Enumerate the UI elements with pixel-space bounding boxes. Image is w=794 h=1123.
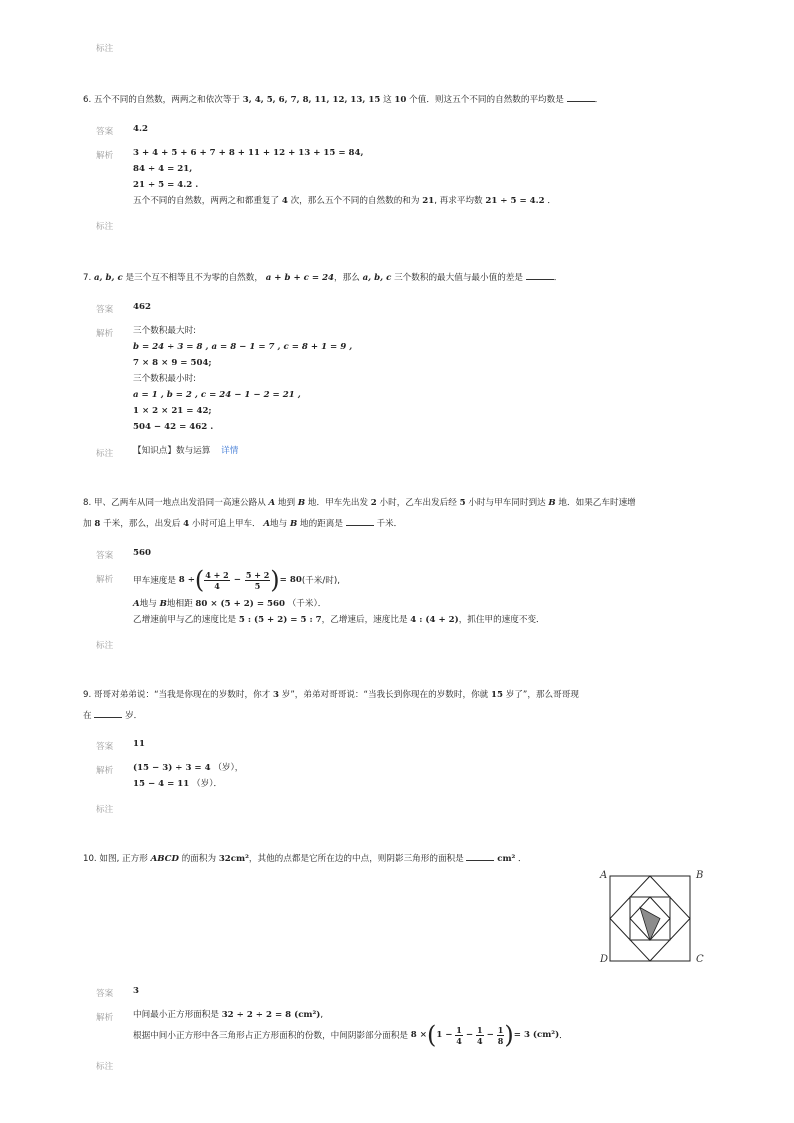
answer-label: 答案 xyxy=(96,989,114,999)
q9-a2-unit: （岁）． xyxy=(192,779,223,789)
point-a: A xyxy=(268,498,276,508)
q8-text-2: 地．甲车先出发 xyxy=(307,498,369,508)
shaded-triangle xyxy=(640,908,660,941)
q6-analysis-line-2: 84 ÷ 4 = 21, xyxy=(133,164,193,174)
answer-blank xyxy=(526,270,554,280)
q7-equation: a + b + c = 24 xyxy=(265,273,335,283)
answer-label: 答案 xyxy=(96,127,114,137)
q7-num: 7. xyxy=(83,273,92,283)
q8-a1-unit: (千米/时), xyxy=(301,576,340,586)
analysis-label: 解析 xyxy=(96,766,114,776)
q8-a1-text: 甲车速度是 xyxy=(133,576,176,586)
point-a: A xyxy=(133,599,140,609)
q8-l2-text: 加 xyxy=(83,519,92,529)
q8-a3-mid: ，乙增速后，速度比是 xyxy=(321,615,408,625)
answer-blank xyxy=(466,851,494,861)
q9-text: 9. 哥哥对弟弟说：“当我是你现在的岁数时，你才 xyxy=(83,690,271,700)
question-9-line-2 xyxy=(83,708,142,721)
minus-sign: − xyxy=(233,575,241,585)
q6-count: 10 xyxy=(394,95,407,105)
q9-answer: 11 xyxy=(133,739,145,749)
fraction xyxy=(204,570,229,591)
question-8-line-1 xyxy=(83,496,636,508)
fraction-denominator: 8 xyxy=(497,1035,504,1046)
annotation-label-top: 标注 xyxy=(96,44,114,54)
q9-n15: 15 xyxy=(491,690,503,700)
point-b: B xyxy=(159,599,167,609)
q7-vars: a, b, c xyxy=(93,273,123,283)
answer-blank xyxy=(567,92,595,102)
q8-a2-expr: 80 × (5 + 2) = 560 xyxy=(195,599,285,609)
q6-answer: 4.2 xyxy=(133,124,148,134)
q9-text-2: 岁了”，那么哥哥现 xyxy=(505,690,579,700)
analysis-label: 解析 xyxy=(96,329,114,339)
square-figure xyxy=(598,868,710,968)
fraction xyxy=(476,1025,484,1046)
q8-l2-text-2: 小时可追上甲车． xyxy=(191,519,261,529)
q7-analysis-line-2: b = 24 ÷ 3 = 8 , a = 8 − 1 = 7 , c = 8 + 1 = 9 , xyxy=(133,342,353,352)
q6-a4-mid: 次，那么五个不同的自然数的和为 xyxy=(290,196,420,206)
q10-a2-one: 1 − xyxy=(436,1030,453,1040)
answer-label: 答案 xyxy=(96,305,114,315)
q8-analysis-line-1 xyxy=(133,565,340,595)
q7-text-2: ，那么 xyxy=(334,273,360,283)
q7-analysis-line-4: 三个数积最小时: xyxy=(133,374,197,384)
answer-blank xyxy=(94,708,122,718)
q8-n5: 5 xyxy=(459,498,466,508)
q10-text: 10. 如图, 正方形 xyxy=(83,854,148,864)
q8-n8: 8 xyxy=(94,519,101,529)
q10-end: ． xyxy=(518,854,527,864)
q10-analysis-line-2 xyxy=(133,1020,568,1050)
annotation-label: 标注 xyxy=(96,222,114,232)
fraction xyxy=(455,1025,463,1046)
q10-a2-text: 根据中间小正方形中各三角形占正方形面积的份数，中间阴影部分面积是 xyxy=(133,1031,409,1041)
knowledge-point: 【知识点】数与运算 xyxy=(133,446,211,456)
question-7 xyxy=(83,270,562,283)
minus-sign: − xyxy=(486,1030,494,1040)
q10-a1-text: 中间最小正方形面积是 xyxy=(133,1010,219,1020)
fraction-numerator: 1 xyxy=(497,1024,504,1035)
question-6 xyxy=(83,92,603,105)
fraction-denominator: 5 xyxy=(254,580,261,591)
q6-text-mid: 这 xyxy=(383,95,392,105)
corner-d: D xyxy=(600,954,609,965)
q8-answer: 560 xyxy=(133,548,151,558)
q8-a3-end: ，抓住甲的速度不变． xyxy=(458,615,545,625)
q7-vars-2: a, b, c xyxy=(362,273,392,283)
left-paren: ( xyxy=(426,1021,437,1049)
q10-text-2: ，其他的点都是它所在边的中点，则阴影三角形的面积是 xyxy=(248,854,464,864)
point-a: A xyxy=(263,519,271,529)
q6-analysis-line-3: 21 ÷ 5 = 4.2 . xyxy=(133,180,199,190)
q9-l2-post: 岁． xyxy=(125,711,143,721)
q8-l2-text-1: 千米，那么，出发后 xyxy=(103,519,181,529)
q8-a3-text: 乙增速前甲与乙的速度比是 xyxy=(133,615,237,625)
details-link[interactable]: 详情 xyxy=(221,446,239,456)
q6-sequence: 3, 4, 5, 6, 7, 8, 11, 12, 13, 15 xyxy=(242,95,381,105)
q8-a3-ratio-2: 4 : (4 + 2) xyxy=(410,615,459,625)
point-b: B xyxy=(289,519,298,529)
right-paren: ) xyxy=(270,566,280,594)
q8-text-5: 地．如果乙车时速增 xyxy=(558,498,636,508)
minus-sign: − xyxy=(465,1030,474,1040)
q7-analysis-line-7: 504 − 42 = 462 . xyxy=(133,422,214,432)
q8-text-4: 小时与甲车同时到达 xyxy=(468,498,546,508)
corner-a: A xyxy=(600,870,608,881)
q8-n2: 2 xyxy=(370,498,377,508)
q8-l2-text-4: 地的距离是 xyxy=(299,519,343,529)
analysis-label: 解析 xyxy=(96,1013,114,1023)
q10-a2-eq: = 3 (cm²) xyxy=(513,1030,560,1040)
fraction-numerator: 1 xyxy=(477,1024,483,1035)
q8-a1-eq: = 80 xyxy=(279,575,302,585)
analysis-label: 解析 xyxy=(96,575,114,585)
q10-a1-expr: 32 ÷ 2 ÷ 2 = 8 (cm²) xyxy=(221,1010,321,1020)
fraction-numerator: 1 xyxy=(456,1024,462,1035)
q8-a1-8: 8 ÷ xyxy=(178,575,195,585)
q8-text-1: 地到 xyxy=(277,498,296,508)
annotation-label: 标注 xyxy=(96,1062,114,1072)
q7-analysis-line-5: a = 1 , b = 2 , c = 24 − 1 − 2 = 21 , xyxy=(133,390,301,400)
q8-l2-text-3: 地与 xyxy=(270,519,288,529)
q8-a2-text-1: 地与 xyxy=(139,599,157,609)
point-b: B xyxy=(297,498,306,508)
fraction xyxy=(245,570,270,591)
q8-analysis-line-3 xyxy=(133,612,545,628)
q9-analysis-line-1 xyxy=(133,760,243,776)
point-b: B xyxy=(548,498,556,508)
annotation-label: 标注 xyxy=(96,641,114,651)
q6-text-post: 个值．则这五个不同的自然数的平均数是 xyxy=(409,95,564,105)
q7-analysis-line-1: 三个数积最大时: xyxy=(133,326,197,336)
q10-area: 32cm² xyxy=(218,854,249,864)
fraction-numerator: 5 + 2 xyxy=(245,569,270,580)
annotation-label: 标注 xyxy=(96,449,114,459)
q6-end: ． xyxy=(594,95,604,105)
fraction xyxy=(497,1025,505,1046)
nested-squares-diagram xyxy=(598,868,710,968)
fraction-denominator: 4 xyxy=(456,1035,462,1046)
answer-label: 答案 xyxy=(96,551,114,561)
q6-analysis-line-1: 3 + 4 + 5 + 6 + 7 + 8 + 11 + 12 + 13 + 15 = 84, xyxy=(133,148,364,158)
q9-a2-expr: 15 − 4 = 11 xyxy=(133,779,190,789)
q9-l2-text: 在 xyxy=(83,711,92,721)
q7-text-1: 是三个互不相等且不为零的自然数， xyxy=(125,273,263,283)
question-10 xyxy=(83,851,527,864)
q7-knowledge-tag xyxy=(133,443,238,459)
q6-a4-text: 五个不同的自然数，两两之和都重复了 xyxy=(133,196,280,206)
q9-analysis-line-2 xyxy=(133,776,222,792)
q7-end: ． xyxy=(553,273,563,283)
q8-analysis-line-2 xyxy=(133,596,326,612)
q9-a1-expr: (15 − 3) ÷ 3 = 4 xyxy=(133,763,211,773)
q6-a4-sum: 21 xyxy=(422,196,435,206)
q10-answer: 3 xyxy=(133,986,139,996)
q6-a4-expr: 21 ÷ 5 = 4.2 xyxy=(485,196,545,206)
q7-answer: 462 xyxy=(133,302,151,312)
q6-a4-end: ． xyxy=(547,196,556,206)
annotation-label: 标注 xyxy=(96,805,114,815)
answer-blank xyxy=(346,516,374,526)
left-paren: ( xyxy=(194,566,205,594)
q6-a4-mid2: , 再求平均数 xyxy=(434,196,483,206)
question-9-line-1 xyxy=(83,688,579,700)
answer-label: 答案 xyxy=(96,742,114,752)
q10-a2-8: 8 × xyxy=(410,1030,427,1040)
q9-text-1: 岁”，弟弟对哥哥说：“当我长到你现在的岁数时，你就 xyxy=(281,690,489,700)
q6-analysis-line-4 xyxy=(133,193,556,209)
q10-a1-end: , xyxy=(320,1010,324,1020)
question-8-line-2 xyxy=(83,516,402,529)
right-paren: ) xyxy=(504,1021,514,1049)
q10-a2-end: ． xyxy=(559,1031,568,1041)
q8-a3-ratio-1: 5 : (5 + 2) = 5 : 7 xyxy=(238,615,322,625)
q8-l2-text-5: 千米． xyxy=(376,519,403,529)
corner-c: C xyxy=(696,954,704,965)
q10-unit: cm² xyxy=(497,854,516,864)
q7-text-3: 三个数积的最大值与最小值的差是 xyxy=(394,273,523,283)
q8-n4: 4 xyxy=(183,519,190,529)
q8-a2-unit: （千米）． xyxy=(287,599,327,609)
q8-a2-text-2: 地相距 xyxy=(166,599,193,609)
q8-text: 8. 甲、乙两车从同一地点出发沿同一高速公路从 xyxy=(83,498,266,508)
corner-b: B xyxy=(696,870,704,881)
q7-analysis-line-6: 1 × 2 × 21 = 42; xyxy=(133,406,212,416)
fraction-denominator: 4 xyxy=(214,580,220,591)
q9-n3: 3 xyxy=(273,690,279,700)
q8-text-3: 小时，乙车出发后经 xyxy=(379,498,457,508)
fraction-denominator: 4 xyxy=(477,1035,483,1046)
q6-text: 6. 五个不同的自然数，两两之和依次等于 xyxy=(83,95,241,105)
q9-a1-unit: （岁）， xyxy=(213,763,244,773)
fraction-numerator: 4 + 2 xyxy=(205,569,229,580)
q10-text-1: 的面积为 xyxy=(181,854,217,864)
square-name: ABCD xyxy=(150,854,179,864)
analysis-label: 解析 xyxy=(96,151,114,161)
q7-analysis-line-3: 7 × 8 × 9 = 504; xyxy=(133,358,212,368)
q6-a4-n: 4 xyxy=(281,196,288,206)
